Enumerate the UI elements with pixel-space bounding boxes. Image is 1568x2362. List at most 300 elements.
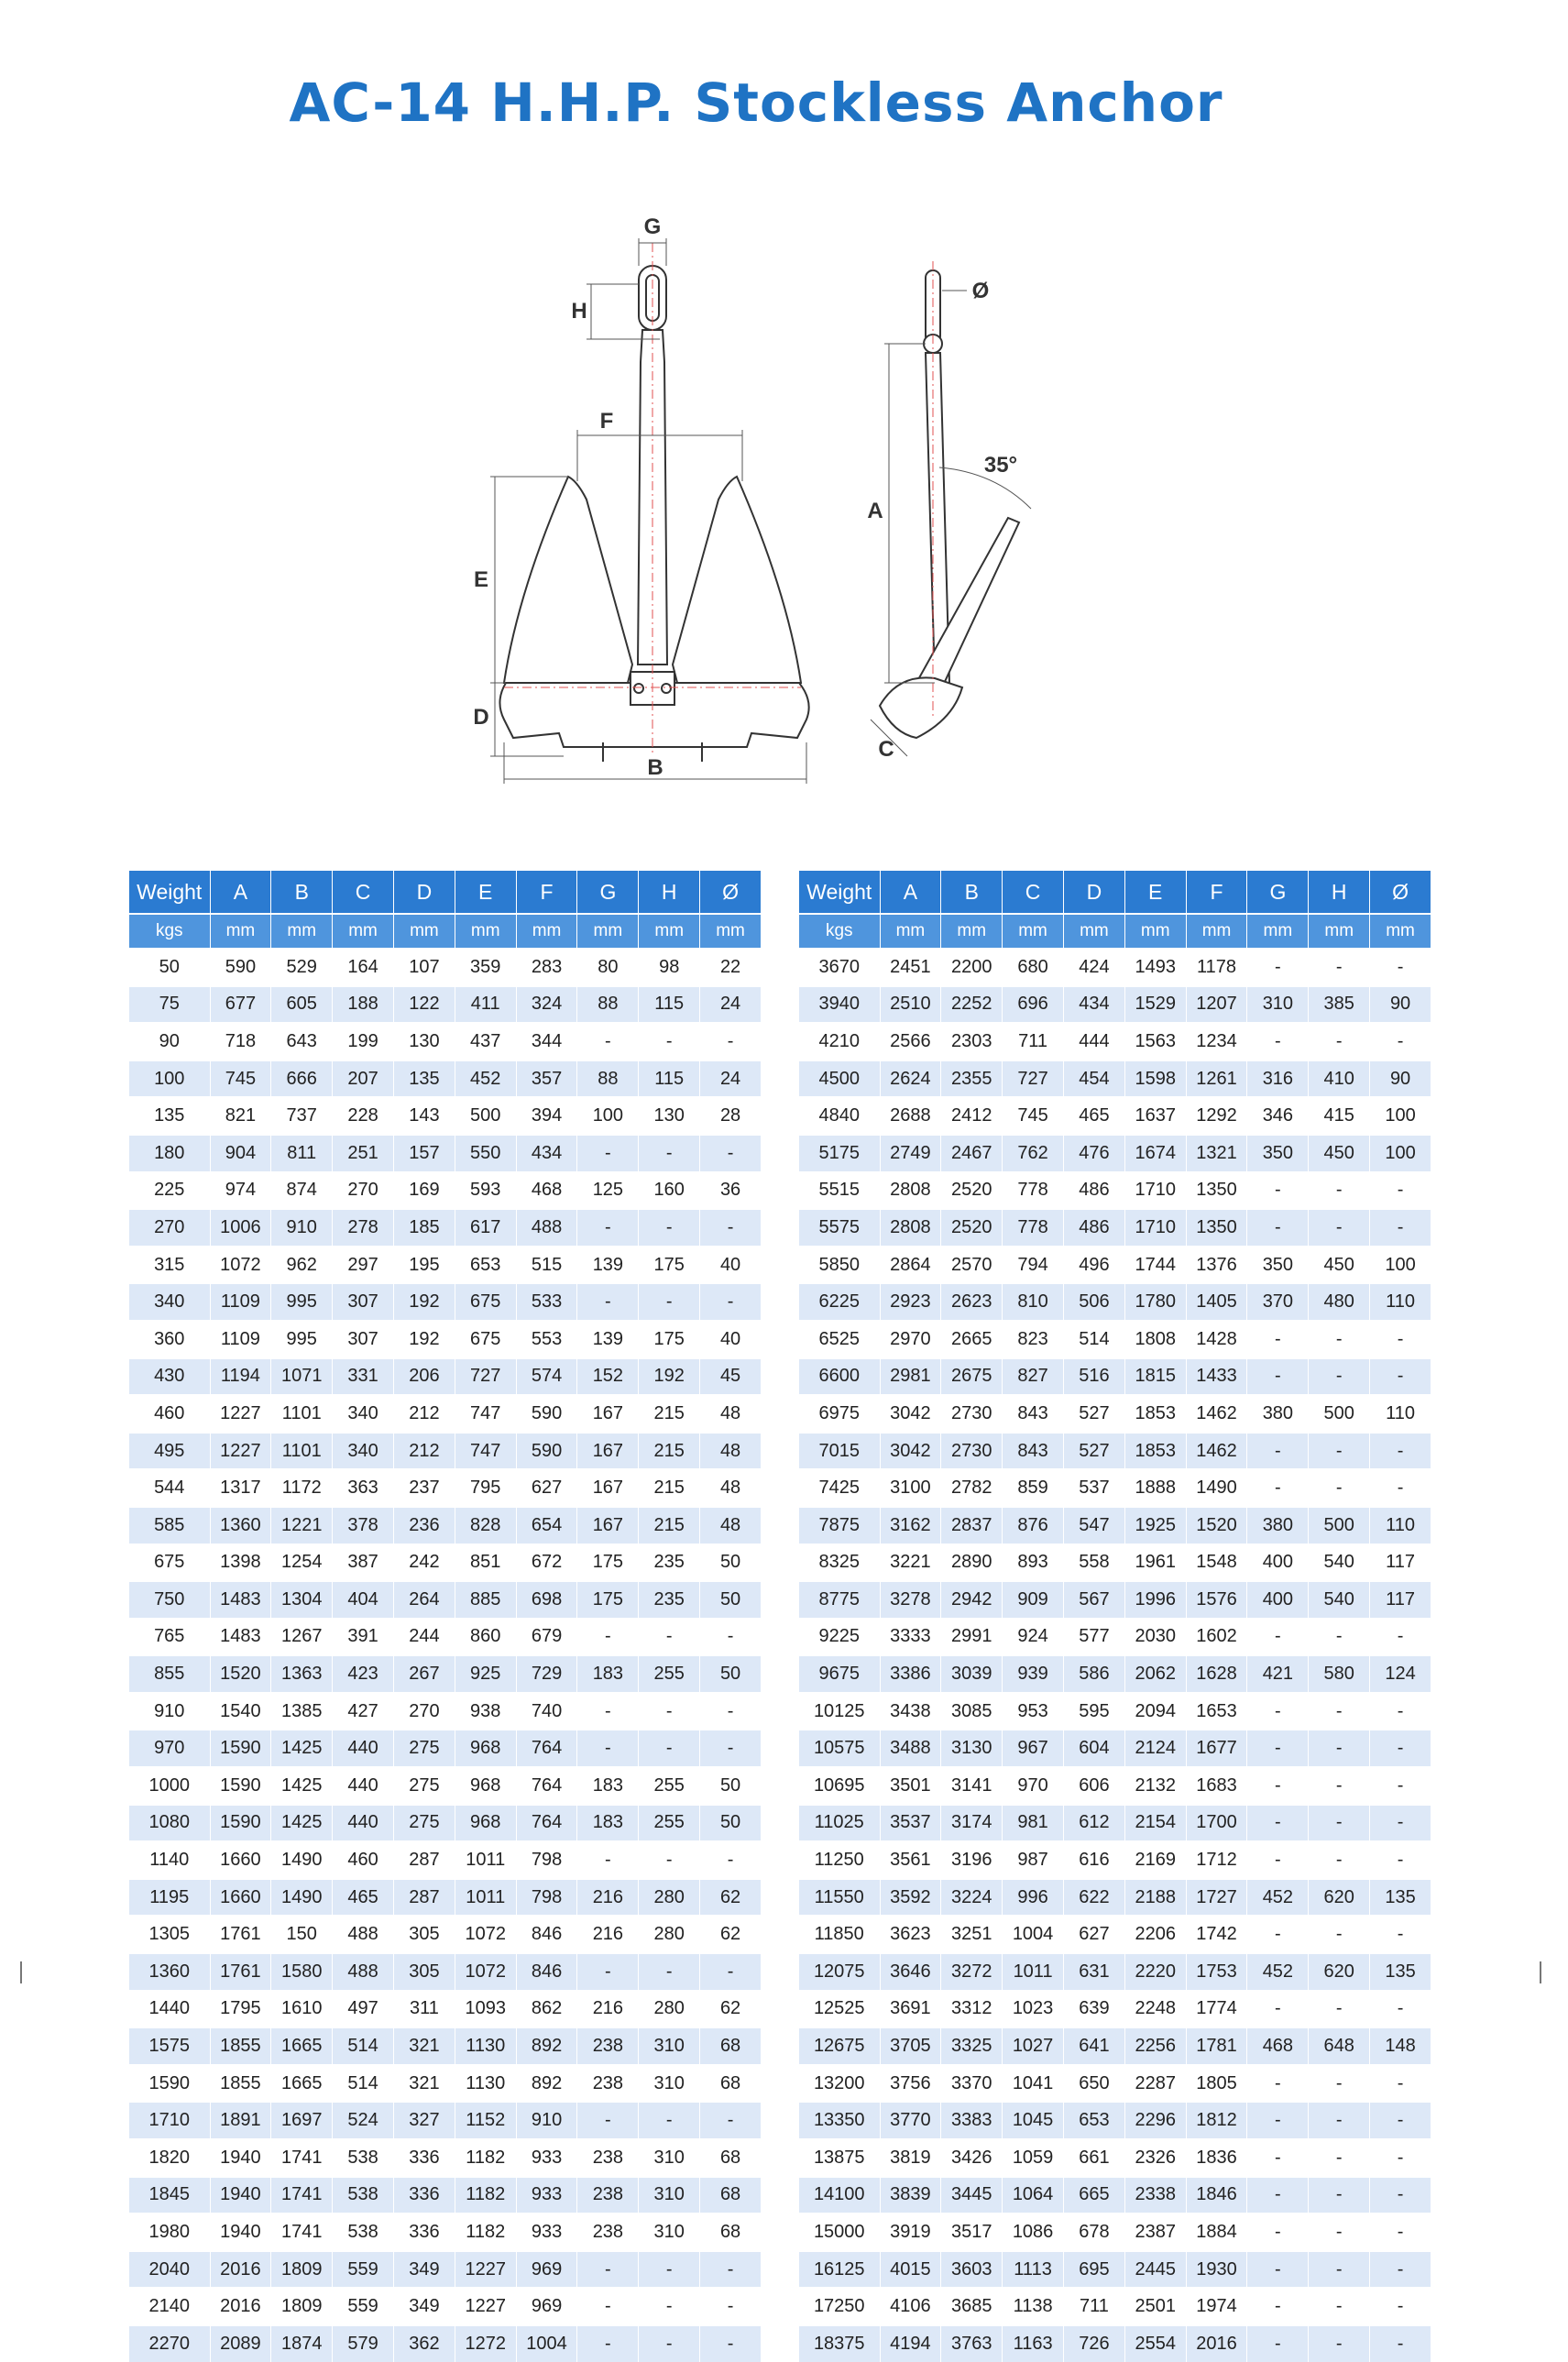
table-cell: 427 <box>333 1693 394 1730</box>
table-cell: 1305 <box>129 1916 210 1953</box>
table-cell: 1710 <box>1124 1172 1186 1210</box>
table-cell: 6600 <box>799 1358 880 1396</box>
table-cell: 639 <box>1063 1991 1124 2028</box>
table-cell: 480 <box>1309 1283 1370 1321</box>
table-cell: 1152 <box>455 2102 516 2139</box>
table-cell: 135 <box>393 1060 455 1098</box>
table-row <box>129 1841 762 1879</box>
table-cell: 910 <box>516 2102 577 2139</box>
table-cell: 3221 <box>880 1544 941 1582</box>
table-cell: - <box>639 1693 700 1730</box>
table-cell: 1846 <box>1186 2177 1247 2214</box>
table-cell: 13200 <box>799 2065 880 2103</box>
table-cell: 110 <box>1370 1507 1431 1544</box>
table-cell: 1940 <box>210 2139 271 2177</box>
table-cell: 1741 <box>271 2139 333 2177</box>
table-cell: 135 <box>1370 1879 1431 1917</box>
col-c: C <box>1003 871 1064 914</box>
table-cell: 1805 <box>1186 2065 1247 2103</box>
table-cell: 2338 <box>1124 2177 1186 2214</box>
unit-cell: mm <box>639 914 700 949</box>
table-cell: 3819 <box>880 2139 941 2177</box>
table-cell: 798 <box>516 1841 577 1879</box>
table-cell: - <box>1309 2065 1370 2103</box>
table-row <box>799 1805 1431 1842</box>
table-cell: 962 <box>271 1247 333 1284</box>
col-a: A <box>210 871 271 914</box>
table-cell: 2326 <box>1124 2139 1186 2177</box>
table-cell: 387 <box>333 1544 394 1582</box>
table-cell: 215 <box>639 1395 700 1433</box>
table-cell: - <box>639 1619 700 1656</box>
table-cell: - <box>1370 1991 1431 2028</box>
table-cell: 100 <box>1370 1247 1431 1284</box>
table-cell: 362 <box>393 2325 455 2362</box>
table-cell: 2256 <box>1124 2027 1186 2065</box>
table-cell: 13350 <box>799 2102 880 2139</box>
table-cell: 363 <box>333 1469 394 1507</box>
table-cell: 238 <box>577 2065 639 2103</box>
units-row <box>129 914 762 949</box>
table-cell: 195 <box>393 1247 455 1284</box>
table-cell: - <box>1370 949 1431 986</box>
table-cell: 280 <box>639 1879 700 1917</box>
table-cell: - <box>1309 1433 1370 1470</box>
table-cell: - <box>700 1619 762 1656</box>
table-cell: 933 <box>516 2214 577 2251</box>
col-e: E <box>1124 871 1186 914</box>
table-cell: 910 <box>271 1209 333 1247</box>
table-cell: 2624 <box>880 1060 941 1098</box>
table-cell: 1761 <box>210 1916 271 1953</box>
col-h: H <box>1309 871 1370 914</box>
table-cell: 11550 <box>799 1879 880 1917</box>
table-cell: 454 <box>1063 1060 1124 1098</box>
table-cell: 167 <box>577 1507 639 1544</box>
table-row <box>799 1730 1431 1767</box>
table-cell: 1027 <box>1003 2027 1064 2065</box>
table-row <box>129 1655 762 1693</box>
table-cell: 107 <box>393 949 455 986</box>
table-cell: 50 <box>700 1767 762 1805</box>
table-cell: 2675 <box>941 1358 1003 1396</box>
table-cell: 2970 <box>880 1321 941 1358</box>
table-cell: 967 <box>1003 1730 1064 1767</box>
table-cell: 590 <box>516 1433 577 1470</box>
table-row <box>129 1767 762 1805</box>
table-cell: 3272 <box>941 1953 1003 1991</box>
table-cell: 1292 <box>1186 1097 1247 1135</box>
table-cell: 1940 <box>210 2177 271 2214</box>
table-cell: 90 <box>1370 1060 1431 1098</box>
table-cell: - <box>577 1841 639 1879</box>
table-cell: - <box>1247 1433 1309 1470</box>
table-cell: 1961 <box>1124 1544 1186 1582</box>
label-d: D <box>473 705 489 730</box>
table-cell: 10125 <box>799 1693 880 1730</box>
table-cell: 167 <box>577 1433 639 1470</box>
table-row <box>799 1358 1431 1396</box>
table-cell: 125 <box>577 1172 639 1210</box>
table-cell: - <box>1370 2325 1431 2362</box>
table-cell: 698 <box>516 1581 577 1619</box>
table-cell: 727 <box>1003 1060 1064 1098</box>
table-cell: - <box>1370 1767 1431 1805</box>
table-cell: 340 <box>129 1283 210 1321</box>
table-cell: - <box>1309 1767 1370 1805</box>
table-cell: 5850 <box>799 1247 880 1284</box>
unit-cell: mm <box>880 914 941 949</box>
table-row <box>799 949 1431 986</box>
table-cell: 310 <box>639 2177 700 2214</box>
table-cell: 6225 <box>799 1283 880 1321</box>
table-row <box>799 2214 1431 2251</box>
table-cell: 604 <box>1063 1730 1124 1767</box>
table-cell: 1462 <box>1186 1395 1247 1433</box>
table-cell: 321 <box>393 2065 455 2103</box>
table-cell: 3333 <box>880 1619 941 1656</box>
table-cell: 460 <box>333 1841 394 1879</box>
specs-table-left <box>129 871 762 2362</box>
table-cell: 968 <box>455 1730 516 1767</box>
col-phi: Ø <box>1370 871 1431 914</box>
table-cell: 1140 <box>129 1841 210 1879</box>
table-cell: - <box>1247 1991 1309 2028</box>
table-cell: - <box>639 2325 700 2362</box>
table-cell: 586 <box>1063 1655 1124 1693</box>
table-cell: 278 <box>333 1209 394 1247</box>
table-cell: 160 <box>639 1172 700 1210</box>
table-cell: 678 <box>1063 2214 1124 2251</box>
table-row <box>129 1916 762 1953</box>
table-cell: 1182 <box>455 2214 516 2251</box>
table-cell: 524 <box>333 2102 394 2139</box>
table-cell: 486 <box>1063 1172 1124 1210</box>
table-cell: 9675 <box>799 1655 880 1693</box>
table-cell: - <box>1247 1358 1309 1396</box>
table-cell: 22 <box>700 949 762 986</box>
col-b: B <box>941 871 1003 914</box>
table-cell: 297 <box>333 1247 394 1284</box>
table-cell: 1590 <box>210 1730 271 1767</box>
table-cell: 726 <box>1063 2325 1124 2362</box>
table-row <box>799 986 1431 1024</box>
table-cell: 627 <box>516 1469 577 1507</box>
table-cell: 424 <box>1063 949 1124 986</box>
table-row <box>129 1991 762 2028</box>
table-cell: 3517 <box>941 2214 1003 2251</box>
table-cell: 514 <box>1063 1321 1124 1358</box>
table-cell: 1376 <box>1186 1247 1247 1284</box>
table-cell: 798 <box>516 1879 577 1917</box>
table-cell: 1163 <box>1003 2325 1064 2362</box>
table-cell: - <box>1247 1916 1309 1953</box>
table-cell: - <box>1247 2177 1309 2214</box>
table-cell: 1433 <box>1186 1358 1247 1396</box>
margin-mark-left <box>20 1961 22 1983</box>
table-cell: 117 <box>1370 1581 1431 1619</box>
unit-cell: kgs <box>129 914 210 949</box>
table-cell: 2570 <box>941 1247 1003 1284</box>
table-cell: 1172 <box>271 1469 333 1507</box>
table-cell: 100 <box>129 1060 210 1098</box>
table-cell: 400 <box>1247 1581 1309 1619</box>
table-cell: - <box>1247 2139 1309 2177</box>
table-cell: 4194 <box>880 2325 941 2362</box>
table-row <box>799 1209 1431 1247</box>
table-cell: 497 <box>333 1991 394 2028</box>
table-cell: 48 <box>700 1395 762 1433</box>
side-view <box>880 261 1019 738</box>
table-cell: 1385 <box>271 1693 333 1730</box>
table-cell: 50 <box>700 1581 762 1619</box>
table-cell: - <box>1370 2102 1431 2139</box>
col-g: G <box>1247 871 1309 914</box>
table-row <box>799 2251 1431 2289</box>
table-cell: 310 <box>639 2139 700 2177</box>
table-row <box>129 1097 762 1135</box>
table-cell: 1540 <box>210 1693 271 1730</box>
table-cell: 11250 <box>799 1841 880 1879</box>
table-cell: - <box>700 1953 762 1991</box>
table-cell: - <box>700 1730 762 1767</box>
table-cell: 953 <box>1003 1693 1064 1730</box>
table-cell: - <box>639 1135 700 1172</box>
table-cell: - <box>1309 1172 1370 1210</box>
table-cell: 90 <box>129 1023 210 1060</box>
table-cell: 488 <box>516 1209 577 1247</box>
table-cell: 331 <box>333 1358 394 1396</box>
table-cell: - <box>700 1135 762 1172</box>
table-cell: 675 <box>129 1544 210 1582</box>
table-cell: - <box>577 2325 639 2362</box>
table-cell: 737 <box>271 1097 333 1135</box>
table-cell: 124 <box>1370 1655 1431 1693</box>
table-cell: 10695 <box>799 1767 880 1805</box>
table-row <box>129 1209 762 1247</box>
table-cell: 275 <box>393 1730 455 1767</box>
table-cell: 62 <box>700 1991 762 2028</box>
table-cell: 2554 <box>1124 2325 1186 2362</box>
table-cell: 627 <box>1063 1916 1124 1953</box>
table-cell: 75 <box>129 986 210 1024</box>
table-cell: 1710 <box>129 2102 210 2139</box>
table-cell: 514 <box>333 2065 394 2103</box>
table-cell: 180 <box>129 1135 210 1172</box>
table-cell: 1254 <box>271 1544 333 1582</box>
table-cell: 843 <box>1003 1395 1064 1433</box>
table-row <box>129 1283 762 1321</box>
table-cell: 933 <box>516 2139 577 2177</box>
table-cell: 654 <box>516 1507 577 1544</box>
table-cell: 4015 <box>880 2251 941 2289</box>
col-a: A <box>880 871 941 914</box>
table-cell: 2730 <box>941 1395 1003 1433</box>
table-cell: 48 <box>700 1469 762 1507</box>
table-cell: 500 <box>1309 1395 1370 1433</box>
table-row <box>799 2065 1431 2103</box>
table-cell: 3383 <box>941 2102 1003 2139</box>
table-cell: 3670 <box>799 949 880 986</box>
table-cell: 183 <box>577 1767 639 1805</box>
table-cell: - <box>700 1209 762 1247</box>
unit-cell: mm <box>1003 914 1064 949</box>
table-cell: 315 <box>129 1247 210 1284</box>
table-cell: 1884 <box>1186 2214 1247 2251</box>
table-cell: - <box>577 1730 639 1767</box>
table-cell: 500 <box>455 1097 516 1135</box>
table-cell: 1548 <box>1186 1544 1247 1582</box>
table-cell: 130 <box>639 1097 700 1135</box>
table-cell: 255 <box>639 1655 700 1693</box>
table-cell: 2140 <box>129 2288 210 2325</box>
table-cell: - <box>1247 1841 1309 1879</box>
table-cell: 538 <box>333 2214 394 2251</box>
table-cell: 1182 <box>455 2139 516 2177</box>
table-cell: - <box>1370 1805 1431 1842</box>
table-cell: 3325 <box>941 2027 1003 2065</box>
table-cell: 12075 <box>799 1953 880 1991</box>
table-cell: 122 <box>393 986 455 1024</box>
table-cell: 3488 <box>880 1730 941 1767</box>
table-cell: 68 <box>700 2177 762 2214</box>
unit-cell: mm <box>516 914 577 949</box>
units-row <box>799 914 1431 949</box>
table-cell: 465 <box>1063 1097 1124 1135</box>
table-cell: 969 <box>516 2288 577 2325</box>
table-row <box>129 1023 762 1060</box>
table-cell: 175 <box>577 1581 639 1619</box>
table-cell: 465 <box>333 1879 394 1917</box>
col-e: E <box>455 871 516 914</box>
table-cell: 48 <box>700 1507 762 1544</box>
table-cell: - <box>1309 2139 1370 2177</box>
table-cell: 1809 <box>271 2288 333 2325</box>
table-cell: 1742 <box>1186 1916 1247 1953</box>
table-cell: - <box>1309 1023 1370 1060</box>
table-cell: - <box>700 2251 762 2289</box>
table-cell: 287 <box>393 1841 455 1879</box>
table-cell: 995 <box>271 1283 333 1321</box>
table-cell: 327 <box>393 2102 455 2139</box>
table-cell: 1425 <box>271 1730 333 1767</box>
table-cell: 1101 <box>271 1395 333 1433</box>
table-cell: 135 <box>129 1097 210 1135</box>
table-cell: 1665 <box>271 2027 333 2065</box>
table-cell: 7015 <box>799 1433 880 1470</box>
table-cell: 305 <box>393 1953 455 1991</box>
table-cell: 2248 <box>1124 1991 1186 2028</box>
unit-cell: kgs <box>799 914 880 949</box>
table-row <box>129 2251 762 2289</box>
table-cell: - <box>1370 1433 1431 1470</box>
table-cell: - <box>1247 1469 1309 1507</box>
table-cell: 2451 <box>880 949 941 986</box>
table-cell: - <box>577 1135 639 1172</box>
table-cell: 765 <box>129 1619 210 1656</box>
table-cell: - <box>1309 1469 1370 1507</box>
table-cell: 90 <box>1370 986 1431 1024</box>
table-cell: 270 <box>129 1209 210 1247</box>
table-cell: 620 <box>1309 1879 1370 1917</box>
table-cell: 88 <box>577 1060 639 1098</box>
table-row <box>129 2214 762 2251</box>
table-cell: 215 <box>639 1469 700 1507</box>
table-cell: - <box>639 1283 700 1321</box>
table-cell: 225 <box>129 1172 210 1210</box>
table-cell: 631 <box>1063 1953 1124 1991</box>
table-cell: 2303 <box>941 1023 1003 1060</box>
table-cell: 238 <box>577 2214 639 2251</box>
table-cell: 1490 <box>271 1841 333 1879</box>
table-cell: 169 <box>393 1172 455 1210</box>
table-row <box>129 2027 762 2065</box>
table-row <box>799 1433 1431 1470</box>
table-cell: 641 <box>1063 2027 1124 2065</box>
table-cell: 2520 <box>941 1209 1003 1247</box>
table-cell: 350 <box>1247 1135 1309 1172</box>
unit-cell: mm <box>577 914 639 949</box>
table-cell: 1483 <box>210 1619 271 1656</box>
table-cell: 1405 <box>1186 1283 1247 1321</box>
table-cell: 1741 <box>271 2214 333 2251</box>
table-cell: 1940 <box>210 2214 271 2251</box>
table-cell: 885 <box>455 1581 516 1619</box>
table-cell: 874 <box>271 1172 333 1210</box>
table-cell: 4106 <box>880 2288 941 2325</box>
table-cell: 2387 <box>1124 2214 1186 2251</box>
table-row <box>129 949 762 986</box>
table-cell: 590 <box>210 949 271 986</box>
table-cell: 244 <box>393 1619 455 1656</box>
table-cell: 167 <box>577 1395 639 1433</box>
table-cell: - <box>1370 1469 1431 1507</box>
table-cell: 1710 <box>1124 1209 1186 1247</box>
table-cell: 468 <box>1247 2027 1309 2065</box>
table-cell: 1227 <box>210 1433 271 1470</box>
table-cell: 995 <box>271 1321 333 1358</box>
table-cell: - <box>1247 1805 1309 1842</box>
table-cell: 553 <box>516 1321 577 1358</box>
table-cell: 764 <box>516 1730 577 1767</box>
table-row <box>799 1507 1431 1544</box>
table-cell: - <box>1370 2065 1431 2103</box>
table-cell: 255 <box>639 1805 700 1842</box>
table-cell: 215 <box>639 1433 700 1470</box>
table-cell: 909 <box>1003 1581 1064 1619</box>
table-cell: 1428 <box>1186 1321 1247 1358</box>
table-cell: - <box>1370 1321 1431 1358</box>
table-cell: 3312 <box>941 1991 1003 2028</box>
unit-cell: mm <box>1309 914 1370 949</box>
table-cell: - <box>639 1953 700 1991</box>
table-cell: 515 <box>516 1247 577 1284</box>
table-cell: 391 <box>333 1619 394 1656</box>
table-cell: - <box>1309 2102 1370 2139</box>
col-c: C <box>333 871 394 914</box>
table-cell: 1602 <box>1186 1619 1247 1656</box>
table-cell: 238 <box>577 2139 639 2177</box>
table-row <box>129 1358 762 1396</box>
table-cell: 1809 <box>271 2251 333 2289</box>
col-f: F <box>516 871 577 914</box>
table-cell: 1761 <box>210 1953 271 1991</box>
table-cell: 514 <box>333 2027 394 2065</box>
table-cell: 5515 <box>799 1172 880 1210</box>
table-cell: 2942 <box>941 1581 1003 1619</box>
table-cell: 2016 <box>1186 2325 1247 2362</box>
table-cell: - <box>1370 1172 1431 1210</box>
